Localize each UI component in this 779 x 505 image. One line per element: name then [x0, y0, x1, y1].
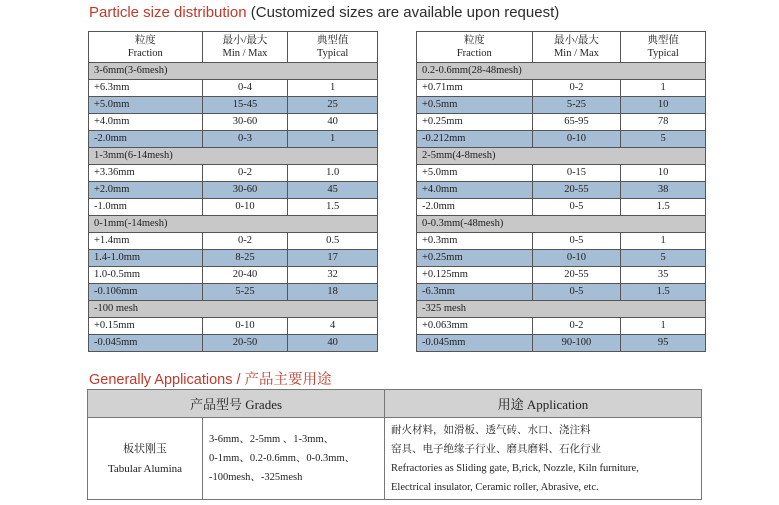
group-header-row: [89, 148, 378, 165]
group-label: 0-1mm(-14mesh): [89, 216, 378, 233]
table-header-row: [417, 32, 706, 63]
minmax-cell: 20-50: [202, 335, 288, 352]
typical-cell: 35: [621, 267, 706, 284]
table-row: [417, 182, 706, 199]
fraction-cell: -0.045mm: [417, 335, 533, 352]
minmax-cell: 5-25: [532, 97, 621, 114]
table-row: [89, 335, 378, 352]
fraction-cell: +0.25mm: [417, 114, 533, 131]
application-line: 耐火材料，如滑板、透气砖、水口、浇注料: [391, 424, 591, 436]
fraction-cell: +1.4mm: [89, 233, 203, 250]
fraction-cell: +0.25mm: [417, 250, 533, 267]
table-row: [89, 267, 378, 284]
group-header-row: [89, 216, 378, 233]
fraction-cell: -0.212mm: [417, 131, 533, 148]
typical-cell: 38: [621, 182, 706, 199]
product-name-cn: 板状刚玉: [123, 442, 167, 455]
fraction-cell: -2.0mm: [417, 199, 533, 216]
table-row: [89, 165, 378, 182]
minmax-cell: 0-15: [532, 165, 621, 182]
applications-table: [87, 389, 702, 500]
fraction-cell: +4.0mm: [417, 182, 533, 199]
minmax-cell: 0-4: [202, 80, 288, 97]
group-header-row: [417, 216, 706, 233]
applications-row: [88, 418, 702, 500]
minmax-cell: 65-95: [532, 114, 621, 131]
minmax-cell: 90-100: [532, 335, 621, 352]
applications-header-row: [88, 390, 702, 418]
group-label: -100 mesh: [89, 301, 378, 318]
table-row: [89, 182, 378, 199]
group-header-row: [417, 63, 706, 80]
table-row: [417, 131, 706, 148]
fraction-cell: +5.0mm: [417, 165, 533, 182]
left-size-table: [88, 31, 378, 352]
table-row: [417, 199, 706, 216]
table-row: [89, 131, 378, 148]
minmax-cell: 20-40: [202, 267, 288, 284]
table-row: [417, 233, 706, 250]
product-name-cell: [88, 418, 203, 500]
minmax-cell: 5-25: [202, 284, 288, 301]
fraction-cell: -1.0mm: [89, 199, 203, 216]
typical-cell: 10: [621, 165, 706, 182]
fraction-cell: +0.3mm: [417, 233, 533, 250]
minmax-cell: 0-10: [202, 318, 288, 335]
application-header: 用途 Application: [385, 390, 702, 418]
group-label: 1-3mm(6-14mesh): [89, 148, 378, 165]
fraction-cell: -2.0mm: [89, 131, 203, 148]
grades-header: 产品型号 Grades: [88, 390, 385, 418]
typical-cell: 40: [288, 335, 378, 352]
typical-cell: 1: [621, 80, 706, 97]
group-label: 0.2-0.6mm(28-48mesh): [417, 63, 706, 80]
group-header-row: [89, 63, 378, 80]
page-title: [89, 4, 559, 21]
typical-cell: 1.5: [621, 284, 706, 301]
typical-cell: 25: [288, 97, 378, 114]
application-line: 窑具、电子绝缘子行业、磨具磨料、石化行业: [391, 443, 601, 455]
typical-cell: 95: [621, 335, 706, 352]
typical-cell: 10: [621, 97, 706, 114]
minmax-cell: 0-3: [202, 131, 288, 148]
grades-line: 3-6mm、2-5mm 、1-3mm、: [209, 434, 335, 445]
group-header-row: [89, 301, 378, 318]
table-row: [89, 250, 378, 267]
minmax-cell: 0-2: [202, 165, 288, 182]
typical-cell: 5: [621, 250, 706, 267]
applications-title: Generally Applications / 产品主要用途: [89, 372, 332, 388]
fraction-cell: 1.0-0.5mm: [89, 267, 203, 284]
minmax-header: 最小/最大 Min / Max: [532, 32, 621, 63]
table-row: [89, 284, 378, 301]
minmax-cell: 20-55: [532, 182, 621, 199]
typical-cell: 0.5: [288, 233, 378, 250]
minmax-cell: 0-2: [202, 233, 288, 250]
typical-cell: 18: [288, 284, 378, 301]
application-cell: [385, 418, 702, 500]
fraction-cell: +2.0mm: [89, 182, 203, 199]
fraction-cell: -0.106mm: [89, 284, 203, 301]
typical-cell: 1.0: [288, 165, 378, 182]
table-row: [89, 199, 378, 216]
table-row: [417, 114, 706, 131]
fraction-cell: +3.36mm: [89, 165, 203, 182]
typical-cell: 1: [288, 80, 378, 97]
typical-cell: 5: [621, 131, 706, 148]
table-row: [417, 250, 706, 267]
grades-line: 0-1mm、0.2-0.6mm、0-0.3mm、: [209, 453, 356, 464]
table-row: [417, 165, 706, 182]
typical-header: 典型值 Typical: [288, 32, 378, 63]
group-header-row: [417, 148, 706, 165]
table-row: [89, 114, 378, 131]
minmax-cell: 0-2: [532, 318, 621, 335]
typical-cell: 17: [288, 250, 378, 267]
fraction-cell: +5.0mm: [89, 97, 203, 114]
typical-cell: 1.5: [288, 199, 378, 216]
table-row: [417, 318, 706, 335]
typical-header: 典型值 Typical: [621, 32, 706, 63]
minmax-header: 最小/最大 Min / Max: [202, 32, 288, 63]
minmax-cell: 20-55: [532, 267, 621, 284]
fraction-cell: +0.15mm: [89, 318, 203, 335]
fraction-cell: +0.125mm: [417, 267, 533, 284]
application-line: Electrical insulator, Ceramic roller, Abrasive, etc.: [391, 481, 599, 493]
fraction-cell: +0.5mm: [417, 97, 533, 114]
table-row: [417, 267, 706, 284]
typical-cell: 1: [621, 233, 706, 250]
title-prefix: Particle size distribution: [89, 4, 247, 21]
fraction-cell: +0.063mm: [417, 318, 533, 335]
typical-cell: 1: [288, 131, 378, 148]
right-size-table: [416, 31, 706, 352]
minmax-cell: 15-45: [202, 97, 288, 114]
minmax-cell: 0-10: [532, 250, 621, 267]
table-row: [417, 80, 706, 97]
fraction-cell: +0.71mm: [417, 80, 533, 97]
product-name-en: Tabular Alumina: [107, 462, 183, 475]
table-row: [89, 318, 378, 335]
table-row: [89, 233, 378, 250]
minmax-cell: 0-5: [532, 284, 621, 301]
table-row: [417, 284, 706, 301]
fraction-cell: +6.3mm: [89, 80, 203, 97]
table-row: [417, 97, 706, 114]
typical-cell: 32: [288, 267, 378, 284]
fraction-header: 粒度 Fraction: [417, 32, 533, 63]
title-suffix: (Customized sizes are available upon request): [246, 4, 560, 21]
minmax-cell: 0-5: [532, 233, 621, 250]
typical-cell: 1: [621, 318, 706, 335]
minmax-cell: 30-60: [202, 182, 288, 199]
typical-cell: 45: [288, 182, 378, 199]
group-header-row: [417, 301, 706, 318]
fraction-cell: +4.0mm: [89, 114, 203, 131]
minmax-cell: 30-60: [202, 114, 288, 131]
group-label: 2-5mm(4-8mesh): [417, 148, 706, 165]
fraction-cell: -0.045mm: [89, 335, 203, 352]
group-label: 3-6mm(3-6mesh): [89, 63, 378, 80]
typical-cell: 4: [288, 318, 378, 335]
table-row: [417, 335, 706, 352]
minmax-cell: 8-25: [202, 250, 288, 267]
table-row: [89, 97, 378, 114]
typical-cell: 78: [621, 114, 706, 131]
group-label: 0-0.3mm(-48mesh): [417, 216, 706, 233]
typical-cell: 40: [288, 114, 378, 131]
group-label: -325 mesh: [417, 301, 706, 318]
fraction-cell: -6.3mm: [417, 284, 533, 301]
table-row: [89, 80, 378, 97]
minmax-cell: 0-2: [532, 80, 621, 97]
typical-cell: 1.5: [621, 199, 706, 216]
grades-cell: [203, 418, 385, 500]
fraction-cell: 1.4-1.0mm: [89, 250, 203, 267]
minmax-cell: 0-5: [532, 199, 621, 216]
table-header-row: [89, 32, 378, 63]
minmax-cell: 0-10: [202, 199, 288, 216]
grades-line: -100mesh、-325mesh: [209, 472, 303, 483]
minmax-cell: 0-10: [532, 131, 621, 148]
application-line: Refractories as Sliding gate, B,rick, Nozzle, Kiln furniture,: [391, 462, 639, 474]
fraction-header: 粒度 Fraction: [89, 32, 203, 63]
